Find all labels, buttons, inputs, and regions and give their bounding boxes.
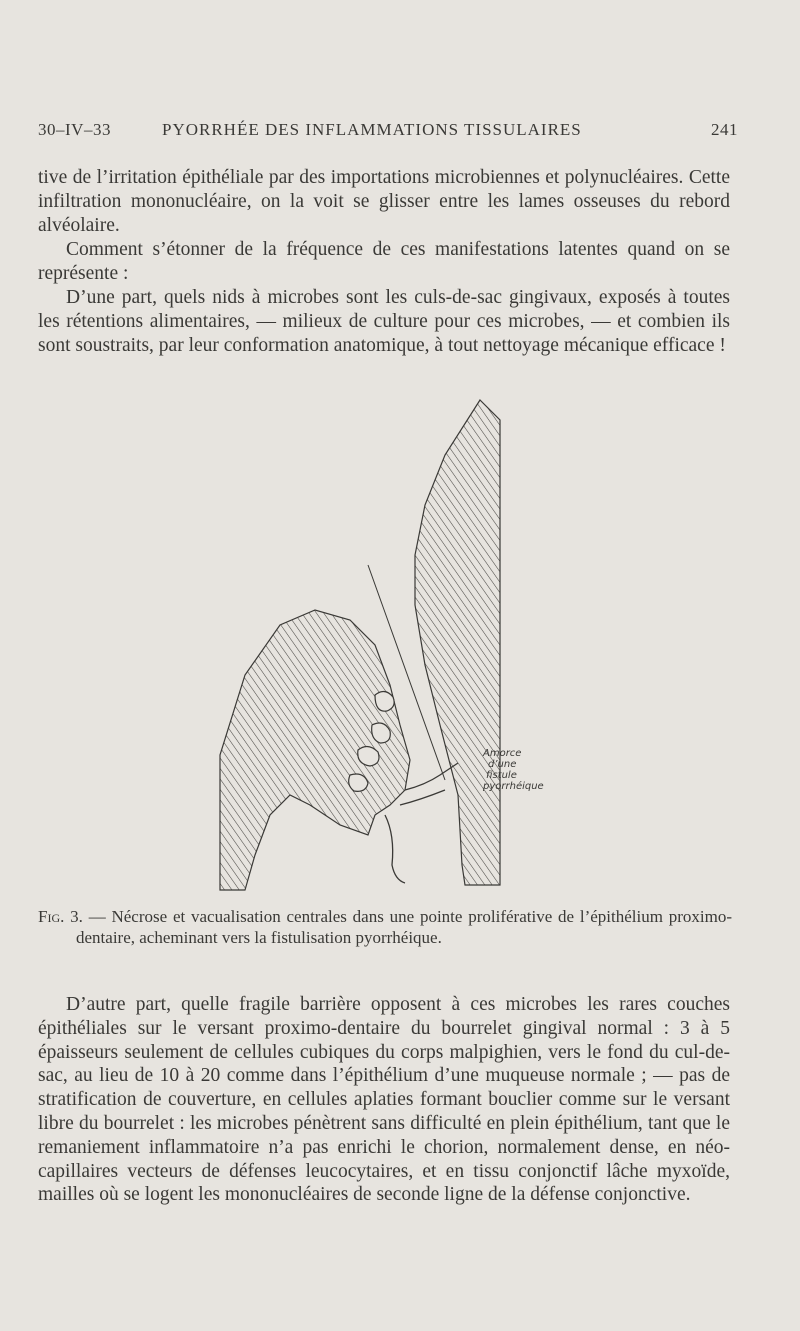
page-number: 241 bbox=[711, 120, 738, 139]
paragraph-2: Comment s’étonner de la fréquence de ces manifestations latentes quand on se représente : bbox=[38, 239, 730, 284]
fistula-annotation bbox=[482, 748, 544, 792]
annotation-line-4: pyorrhéique bbox=[483, 781, 544, 792]
annotation-line-3: fistule bbox=[486, 770, 517, 781]
histology-sketch bbox=[200, 395, 600, 900]
header-date: 30–IV–33 bbox=[38, 120, 111, 139]
annotation-line-1: Amorce bbox=[483, 748, 522, 759]
paragraph-4: D’autre part, quelle fragile barrière opposent à ces microbes les rares couches épithéliales sur le versant proximo-dentaire du bourrelet gingival normal : 3 à 5 épaisseurs seulement de cellules cubiques du corps malpighien, vers le fond du cul-de-sac, au lieu de 10 à 20 comme dans l’épithélium d’une muqueuse normale ; — pas de stratification de couverture, en cellules aplaties formant bouclier comme sur le versant libre du bourrelet : les microbes pénètrent sans difficulté en plein épithélium, tant que le remaniement inflammatoire n’a pas enrichi le chorion, normalement dense, en néo-capillaires vecteurs de défenses leucocytaires, et en tissu conjonctif lâche myxoïde, mailles où se logent les mononucléaires de seconde ligne de la défense conjonctive. bbox=[38, 994, 730, 1206]
paragraph-1: tive de l’irritation épithéliale par des importations microbiennes et polynucléaires. Cette infiltration mononucléaire, on la voit se glisser entre les lames osseuses du rebord alvéolaire. bbox=[38, 167, 730, 236]
figure-label: Fig. 3. bbox=[38, 907, 83, 926]
annotation-line-2: d’une bbox=[488, 759, 517, 770]
gingiva-hatched-region bbox=[220, 610, 410, 890]
figure-3-drawing bbox=[200, 395, 600, 900]
caption-text: — Nécrose et vacualisation centrales dans une pointe proliférative de l’épithélium proximo-dentaire, acheminant vers la fistulisation pyorrhéique. bbox=[76, 907, 732, 947]
paragraph-3: D’une part, quels nids à microbes sont les culs-de-sac gingivaux, exposés à toutes les rétentions alimentaires, — milieux de culture pour ces microbes, — et combien ils sont soustraits, par leur conformation anatomique, à tout nettoyage mécanique efficace ! bbox=[38, 287, 730, 356]
tooth-hatched-region bbox=[415, 400, 500, 885]
running-title: PYORRHÉE DES INFLAMMATIONS TISSULAIRES bbox=[162, 120, 582, 139]
figure-caption bbox=[38, 907, 732, 948]
